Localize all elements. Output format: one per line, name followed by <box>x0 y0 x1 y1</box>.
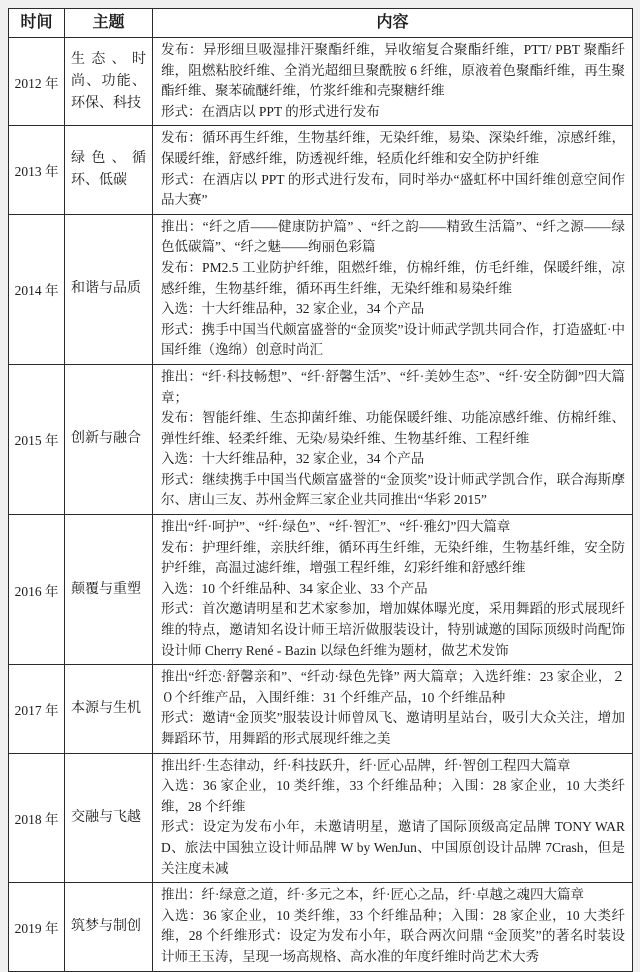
table-row-2017 <box>9 665 633 753</box>
table-row-2014 <box>9 214 633 364</box>
theme-cell: 生态、时尚、功能、环保、科技 <box>65 38 153 126</box>
theme-cell: 绿色、循环、低碳 <box>65 126 153 214</box>
content-paragraph: 发布：智能纤维、生态抑菌纤维、功能保暖纤维、功能凉感纤维、仿棉纤维、弹性纤维、轻柔纤维、无染/易染纤维、生物基纤维、工程纤维 <box>161 410 625 446</box>
table-row-2013 <box>9 126 633 214</box>
content-cell <box>153 364 633 514</box>
content-paragraph: 推出“纤·呵护”、“纤·绿色”、“纤·智汇”、“纤·雅幻”四大篇章 <box>161 519 511 535</box>
content-cell <box>153 665 633 753</box>
content-paragraph: 入选：36 家企业，10 类纤维，33 个纤维品种；入围：28 家企业，10 大类纤维，28 个纤维 <box>161 778 625 814</box>
content-paragraph: 形式：在酒店以 PPT 的形式进行发布，同时举办“盛虹杯中国纤维创意空间作品大赛” <box>161 171 625 208</box>
content-paragraph: 形式：继续携手中国当代颇富盛誉的“金顶奖”设计师武学凯合作，联合海斯摩尔、唐山三友、苏州金辉三家企业共同推出“华彩 2015” <box>161 471 625 508</box>
year-cell: 2014 年 <box>9 214 65 364</box>
year-cell: 2015 年 <box>9 364 65 514</box>
content-paragraph: 形式：首次邀请明星和艺术家参加，增加媒体曝光度，采用舞蹈的形式展现纤维的特点，邀请知名设计师王培沂做服装设计，特别诚邀的国际顶级时尚配饰设计师 Cherry René - Bazin 以绿色纤维为题材，做艺术发饰 <box>161 601 625 658</box>
content-paragraph: 发布：异形细旦吸湿排汗聚酯纤维，异收缩复合聚酯纤维，PTT/ PBT 聚酯纤维，阻燃粘胶纤维、全消光超细旦聚酰胺 6 纤维，原液着色聚酯纤维，再生聚酯纤维、聚苯硫醚纤维，竹浆纤维和壳聚糖纤维 <box>161 42 625 99</box>
content-paragraph: 形式：在酒店以 PPT 的形式进行发布 <box>161 103 380 119</box>
content-cell <box>153 515 633 665</box>
year-cell: 2017 年 <box>9 665 65 753</box>
header-content: 内容 <box>153 9 633 38</box>
theme-cell: 交融与飞越 <box>65 753 153 883</box>
theme-cell: 本源与生机 <box>65 665 153 753</box>
content-cell <box>153 883 633 971</box>
content-paragraph: 入选：36 家企业，10 类纤维，33 个纤维品种；入围：28 家企业，10 大类纤维，28 个纤维形式：设定为发布小年，联合两次问鼎 “金顶奖”的著名时装设计师王玉涛，呈现一场高规格、高水准的年度纤维时尚艺术大秀 <box>161 907 625 964</box>
content-cell <box>153 214 633 364</box>
content-cell <box>153 753 633 883</box>
content-paragraph: 形式：设定为发布小年，未邀请明星，邀请了国际顶级高定品牌 TONY WARD、旅法中国独立设计师品牌 W by WenJun、中国原创设计品牌 7Crash，但是关注度未减 <box>161 819 625 876</box>
year-cell: 2012 年 <box>9 38 65 126</box>
content-paragraph: 发布：PM2.5 工业防护纤维，阻燃纤维，仿棉纤维，仿毛纤维，保暖纤维，凉感纤维，生物基纤维，循环再生纤维，无染纤维和易染纤维 <box>161 259 625 296</box>
fiber-timeline-table <box>8 8 633 972</box>
content-paragraph: 入选：十大纤维品种，32 家企业，34 个产品 <box>161 301 425 317</box>
content-paragraph: 推出：纤·绿意之道，纤·多元之本，纤·匠心之品，纤·卓越之魂四大篇章 <box>161 887 584 903</box>
content-paragraph: 形式：邀请“金顶奖”服装设计师曾凤飞、邀请明星站台，吸引大众关注，增加舞蹈环节，用舞蹈的形式展现纤维之美 <box>161 710 625 746</box>
header-theme: 主题 <box>65 9 153 38</box>
content-cell <box>153 38 633 126</box>
content-paragraph: 发布：护理纤维，亲肤纤维，循环再生纤维，无染纤维，生物基纤维，安全防护纤维，高温过滤纤维，增强工程纤维，幻彩纤维和舒感纤维 <box>161 539 625 576</box>
content-paragraph: 推出：“纤·科技畅想”、“纤·舒馨生活”、“纤·美妙生态”、“纤·安全防御”四大篇章； <box>161 368 625 405</box>
content-paragraph: 入选：十大纤维品种，32 家企业，34 个产品 <box>161 451 425 467</box>
theme-cell: 创新与融合 <box>65 364 153 514</box>
table-row-2015 <box>9 364 633 514</box>
header-row <box>9 9 633 38</box>
content-paragraph: 形式：携手中国当代颇富盛誉的“金顶奖”设计师武学凯共同合作，打造盛虹·中国纤维（逸绵）创意时尚汇 <box>161 321 625 358</box>
table-row-2012 <box>9 38 633 126</box>
year-cell: 2018 年 <box>9 753 65 883</box>
content-cell <box>153 126 633 214</box>
table-row-2019 <box>9 883 633 971</box>
year-cell: 2016 年 <box>9 515 65 665</box>
header-time: 时间 <box>9 9 65 38</box>
theme-cell: 和谐与品质 <box>65 214 153 364</box>
year-cell: 2013 年 <box>9 126 65 214</box>
content-paragraph: 推出“纤恋·舒馨亲和”、“纤动·绿色先锋” 两大篇章；入选纤维：23 家企业，２０个纤维产品，入围纤维：31 个纤维产品，10 个纤维品种 <box>161 669 625 705</box>
content-paragraph: 推出：“纤之盾——健康防护篇” 、“纤之韵——精致生活篇”、“纤之源——绿色低碳篇”、“纤之魅——绚丽色彩篇 <box>161 218 625 255</box>
content-paragraph: 入选：10 个纤维品种、34 家企业、33 个产品 <box>161 580 428 596</box>
table-row-2016 <box>9 515 633 665</box>
content-paragraph: 推出纤·生态律动，纤·科技跃升，纤·匠心品牌，纤·智创工程四大篇章 <box>161 757 571 773</box>
theme-cell: 颠覆与重塑 <box>65 515 153 665</box>
table-row-2018 <box>9 753 633 883</box>
year-cell: 2019 年 <box>9 883 65 971</box>
theme-cell: 筑梦与制创 <box>65 883 153 971</box>
content-paragraph: 发布：循环再生纤维，生物基纤维，无染纤维，易染、深染纤维，凉感纤维，保暖纤维，舒感纤维，防透视纤维，轻质化纤维和安全防护纤维 <box>161 130 625 166</box>
